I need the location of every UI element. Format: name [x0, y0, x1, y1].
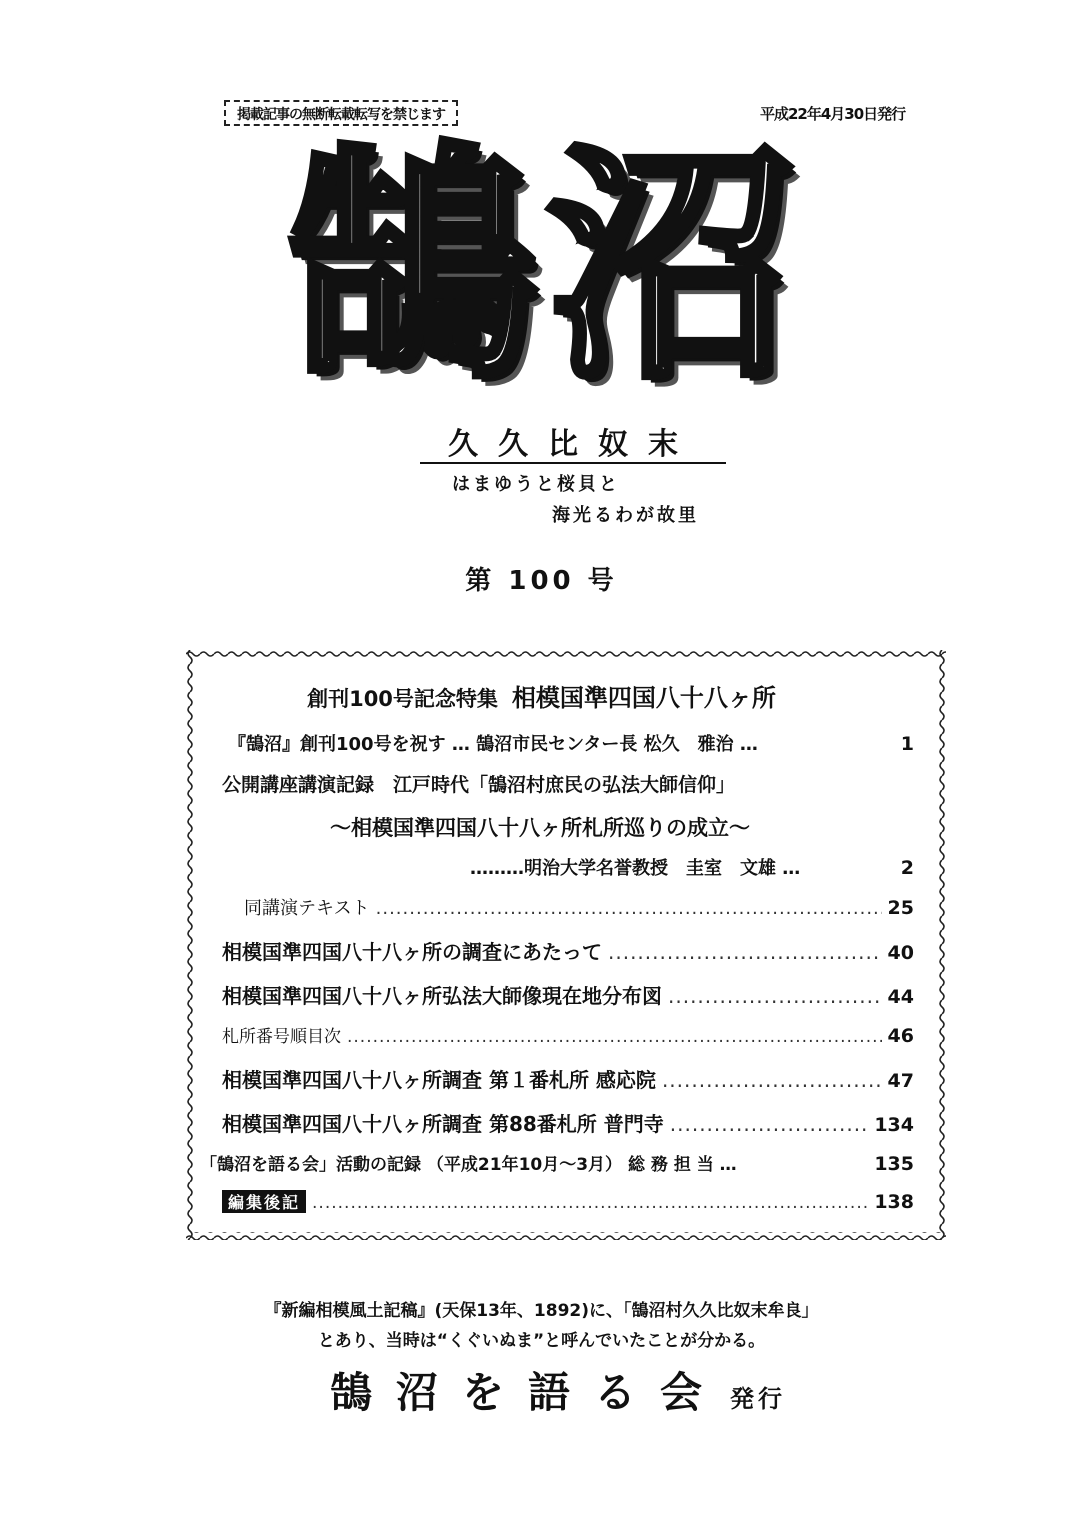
toc-row — [222, 1064, 914, 1093]
toc-entry-title: 公開講座講演記録 江戸時代「鵠沼村庶民の弘法大師信仰」 — [222, 774, 736, 796]
toc-row — [222, 1108, 914, 1137]
toc-entry-title: 相模国準四国八十八ヶ所の調査にあたって — [222, 940, 602, 964]
toc-entry-title: 相模国準四国八十八ヶ所調査 第88番札所 普門寺 — [222, 1112, 664, 1136]
publisher-name: 鵠沼を語る会 — [330, 1368, 727, 1417]
title-char-1: 鵠 — [286, 118, 537, 412]
toc-row — [222, 936, 914, 965]
issue-number: 第 100 号 — [465, 566, 618, 596]
publisher-suffix: 発行 — [730, 1384, 787, 1413]
toc-heading-prefix: 創刊100号記念特集 — [307, 687, 498, 711]
toc-entry-page: 2 — [900, 857, 914, 879]
toc-row — [222, 1190, 914, 1213]
toc-row — [330, 812, 750, 842]
editors-note-label: 編集後記 — [222, 1190, 306, 1213]
toc-entry-page: 138 — [874, 1191, 914, 1213]
toc-entry-title: 相模国準四国八十八ヶ所調査 第１番札所 感応院 — [222, 1068, 656, 1092]
toc-entry-page: 1 — [900, 733, 914, 755]
footer-note-line-1: 『新編相模風土記稿』(天保13年、1892)に、「鵠沼村久久比奴末牟良」 — [264, 1301, 819, 1321]
toc-row — [244, 894, 914, 920]
toc-row — [228, 730, 914, 756]
toc-row — [470, 854, 914, 880]
toc-row — [222, 1022, 914, 1047]
toc-entry-title: 札所番号順目次 — [222, 1027, 341, 1047]
toc-row — [200, 1150, 914, 1175]
toc-entry-page: 25 — [887, 897, 914, 919]
toc-row — [222, 770, 735, 797]
toc-entry-title: ………明治大学名誉教授 圭室 文雄 … — [470, 858, 801, 879]
reprint-notice: 掲載記事の無断転載転写を禁じます — [224, 100, 458, 126]
toc-entry-page: 135 — [874, 1153, 914, 1175]
toc-entry-title: 『鵠沼』創刊100号を祝す … 鵠沼市民センター長 松久 雅治 … — [228, 734, 758, 755]
toc-row — [222, 980, 914, 1009]
poem-line-1: はまゆうと桜貝と — [452, 474, 620, 495]
publisher — [330, 1360, 786, 1420]
toc-heading — [0, 678, 1083, 713]
poem-line-2: 海光るわが故里 — [552, 505, 699, 526]
toc-entry-page: 47 — [887, 1070, 914, 1092]
toc-entry-page: 46 — [887, 1025, 914, 1047]
toc-entry-title: ～相模国準四国八十八ヶ所札所巡りの成立～ — [330, 816, 750, 840]
toc-heading-feature: 相模国準四国八十八ヶ所 — [511, 684, 776, 712]
toc-entry-title: 相模国準四国八十八ヶ所弘法大師像現在地分布図 — [222, 984, 662, 1008]
magazine-title — [0, 118, 1083, 412]
old-script-subtitle: 久久比奴末 — [420, 428, 726, 464]
toc-entry-page: 40 — [887, 942, 914, 964]
toc-entry-title: 同講演テキスト — [244, 898, 370, 919]
issue-date: 平成22年4月30日発行 — [760, 105, 906, 123]
toc-entry-title: 「鵠沼を語る会」活動の記録 （平成21年10月～3月） 総 務 担 当 … — [200, 1155, 737, 1175]
toc-entry-page: 134 — [874, 1114, 914, 1136]
toc-entry-page: 44 — [887, 986, 914, 1008]
footer-note-line-2: とあり、当時は“くぐいぬま”と呼んでいたことが分かる。 — [317, 1331, 766, 1351]
title-char-2: 沼 — [546, 118, 797, 412]
